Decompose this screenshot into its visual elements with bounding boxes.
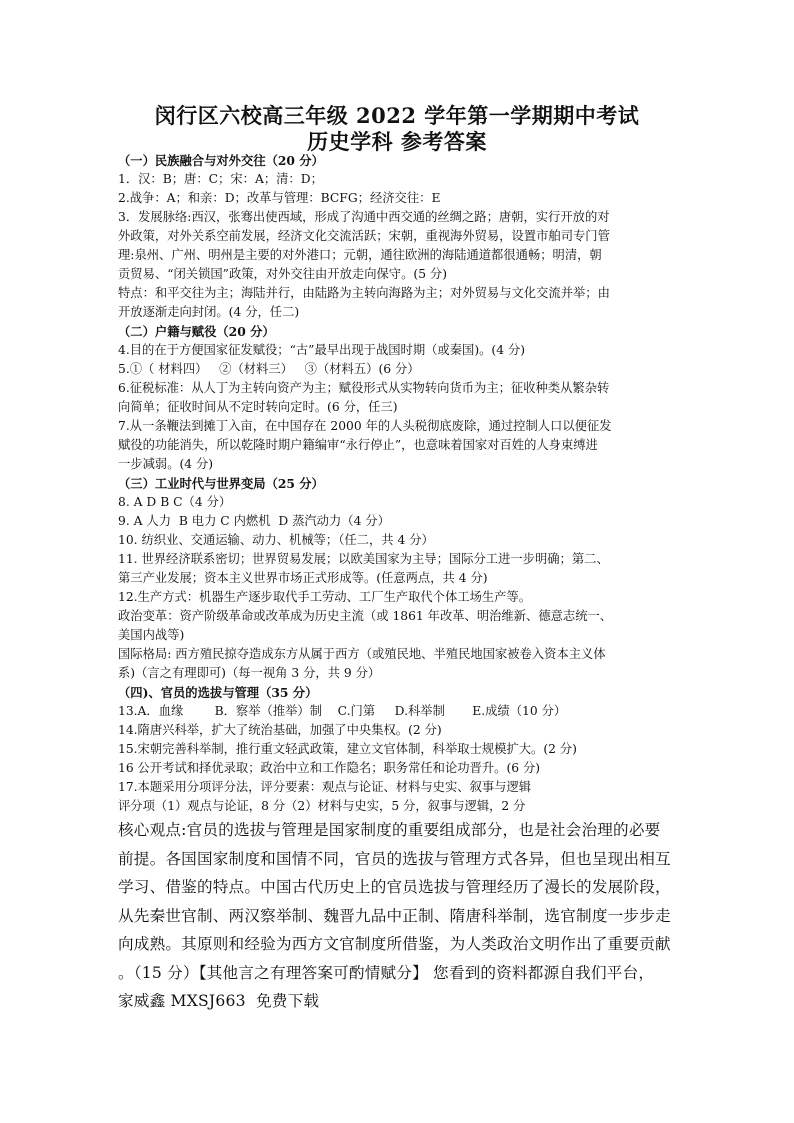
answer-line: 13.A．血缘 B．察举（推举）制 C.门第 D.科举制 E.成绩（10 分） [118, 704, 567, 718]
essay-answer-line: 家威鑫 MXSJ663 免费下载 [118, 992, 320, 1010]
answer-line: 美国内战等) [118, 628, 185, 642]
answer-line: 理:泉州、广州、明州是主要的对外港口；元朝，通往欧洲的海陆通道都很通畅；明清，朝 [118, 248, 602, 262]
answer-line: 16 公开考试和择优录取；政治中立和工作隐名；职务常任和论功晋升。(6 分) [118, 761, 541, 775]
answer-line: 评分项（1）观点与论证，8 分（2）材料与史实，5 分，叙事与逻辑，2 分 [118, 799, 526, 813]
answer-line: 5.①（ 材料四） ②（材料三） ③（材料五）(6 分） [118, 362, 420, 376]
answer-line: 6.征税标准：从人丁为主转向资产为主；赋役形式从实物转向货币为主；征收种类从繁杂转 [118, 381, 610, 395]
essay-answer-line: 。（15 分）【其他言之有理答案可酌情赋分】 您看到的资料都源自我们平台， [118, 963, 655, 982]
answer-line: 国际格局: 西方殖民掠夺造成东方从属于西方（或殖民地、半殖民地国家被卷入资本主义体 [118, 647, 606, 661]
answer-line: 系)（言之有理即可)（每一视角 3 分，共 9 分） [118, 666, 381, 680]
answer-line: 7.从一条鞭法到摊丁入亩，在中国存在 2000 年的人头税彻底废除，通过控制人口以便征发 [118, 419, 612, 433]
essay-answer-line: 学习、借鉴的特点。中国古代历史上的官员选拔与管理经历了漫长的发展阶段， [118, 878, 671, 896]
answer-line: 10. 纺织业、交通运输、动力、机械等；（任二，共 4 分） [118, 533, 434, 547]
answer-line: 14.隋唐兴科举，扩大了统治基础，加强了中央集权。(2 分) [118, 723, 442, 737]
essay-answer-line: 向成熟。其原则和经验为西方文官制度所借鉴，为人类政治文明作出了重要贡献 [118, 935, 671, 953]
answer-line: 特点：和平交往为主；海陆并行，由陆路为主转向海路为主；对外贸易与文化交流并举；由 [118, 286, 610, 300]
section-heading: （一）民族融合与对外交往（20 分） [118, 153, 324, 168]
essay-answer-line: 从先秦世官制、两汉察举制、魏晋九品中正制、隋唐科举制，选官制度一步步走 [118, 906, 671, 925]
answer-line: 外政策，对外关系空前发展，经济文化交流活跃；宋朝，重视海外贸易，设置市舶司专门管 [118, 229, 610, 243]
answer-line: 向简单；征收时间从不定时转向定时。(6 分，任三) [118, 400, 398, 414]
answer-line: 3．发展脉络:西汉，张骞出使西域，形成了沟通中西交通的丝绸之路；唐朝，实行开放的对 [118, 210, 610, 224]
section-heading: （四)、官员的选拔与管理（35 分） [118, 685, 318, 700]
answer-line: 一步减弱。(4 分) [118, 457, 214, 471]
answer-line: 11. 世界经济联系密切；世界贸易发展；以欧美国家为主导；国际分工进一步明确；第二、 [118, 552, 609, 566]
answer-line: 8. A D B C（4 分） [118, 495, 232, 509]
answer-line: 17.本题采用分项评分法，评分要素：观点与论证、材料与史实、叙事与逻辑 [118, 780, 532, 794]
answer-line: 15.宋朝完善科举制，推行重文轻武政策，建立文官体制，科举取士规模扩大。(2 分) [118, 742, 577, 756]
answer-line: 贡贸易、“闭关锁国”政策，对外交往由开放走向保守。(5 分) [118, 267, 448, 281]
essay-answer-line: 前提。各国国家制度和国情不同，官员的选拔与管理方式各异，但也呈现出相互 [118, 849, 671, 868]
answer-content [118, 151, 688, 1016]
section-heading: （三）工业时代与世界变局（25 分） [118, 476, 324, 491]
answer-line: 政治变革：资产阶级革命或改革成为历史主流（或 1861 年改革、明治维新、德意志统一、 [118, 609, 613, 623]
essay-answer-line: 核心观点:官员的选拔与管理是国家制度的重要组成部分，也是社会治理的必要 [118, 821, 661, 839]
document-subtitle: 历史学科 参考答案 [307, 129, 487, 154]
section-heading: （二）户籍与赋役（20 分） [118, 324, 275, 339]
document-title: 闵行区六校高三年级 2022 学年第一学期期中考试 [154, 103, 640, 128]
answer-line: 12.生产方式：机器生产逐步取代手工劳动、工厂生产取代个体工场生产等。 [118, 590, 532, 604]
answer-line: 开放逐渐走向封闭。(4 分，任二) [118, 305, 300, 319]
answer-line: 4.目的在于方便国家征发赋役；“古”最早出现于战国时期（或秦国)。(4 分) [118, 343, 526, 357]
answer-line: 9. A 人力 B 电力 C 内燃机 D 蒸汽动力（4 分） [118, 514, 390, 528]
answer-line: 1．汉：B；唐：C；宋：A；清：D； [118, 172, 323, 186]
answer-line: 第三产业发展；资本主义世界市场正式形成等。(任意两点，共 4 分) [118, 571, 488, 585]
answer-line: 赋役的功能消失，所以乾隆时期户籍编审“永行停止”，也意味着国家对百姓的人身束缚进 [118, 438, 598, 452]
answer-line: 2.战争：A；和亲：D；改革与管理：BCFG；经济交往：E [118, 191, 441, 205]
